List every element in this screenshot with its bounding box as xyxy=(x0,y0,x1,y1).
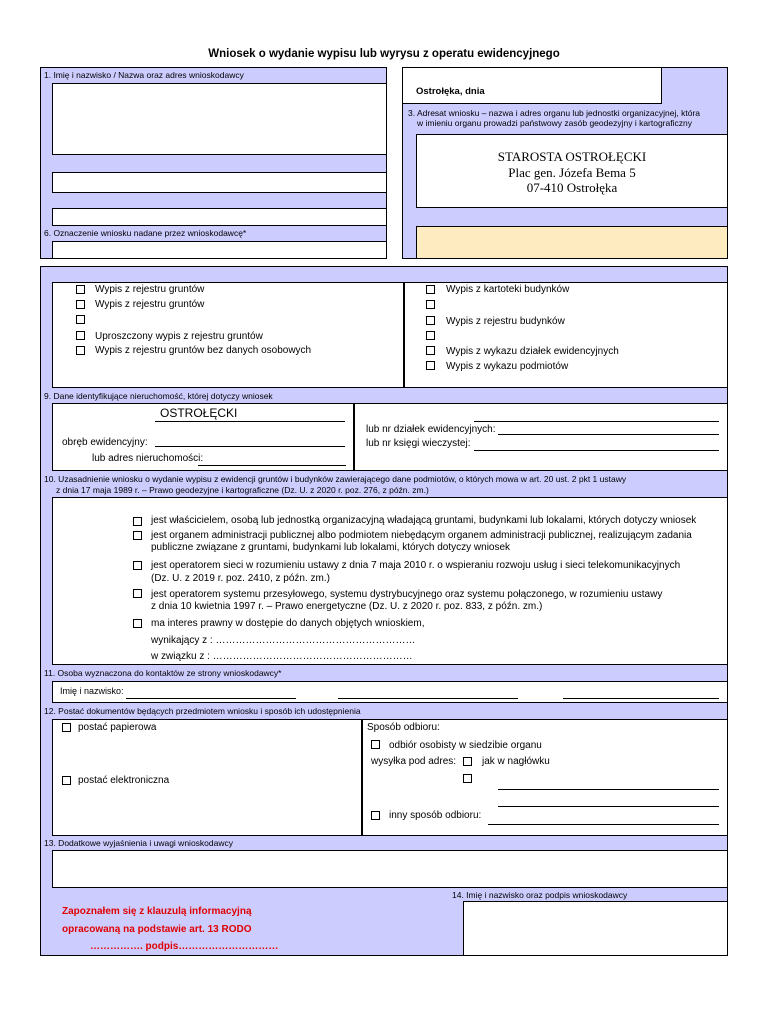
checkbox-reason-5[interactable] xyxy=(133,619,142,628)
dzialki-input[interactable] xyxy=(498,434,719,435)
ksiega-input[interactable] xyxy=(474,450,719,451)
addressee-line-1: STAROSTA OSTROŁĘCKI xyxy=(497,149,647,164)
obreb-input[interactable] xyxy=(155,446,345,447)
other-method-input[interactable] xyxy=(488,824,719,825)
address-line-2[interactable] xyxy=(498,806,719,807)
checkbox-left-5[interactable] xyxy=(76,346,85,355)
checkbox-other-method[interactable] xyxy=(371,811,380,820)
obreb-label: obręb ewidencyjny: xyxy=(62,437,148,448)
checkbox-paper[interactable] xyxy=(62,723,71,732)
applicant-address-field[interactable] xyxy=(52,172,387,193)
section-6-label: 6. Oznaczenie wniosku nadane przez wnioskodawcę* xyxy=(44,228,247,238)
section-13-label: 13. Dodatkowe wyjaśnienia i uwagi wnioskodawcy xyxy=(44,838,233,848)
paper-label: postać papierowa xyxy=(78,722,157,733)
request-mark-field[interactable] xyxy=(52,241,387,259)
addressee-line-2: Plac gen. Józefa Bema 5 xyxy=(508,165,636,180)
reason-2-line-1: jest organem administracji publicznej albo podmiotem niebędącym organem administracji publicznej, realizującym zadania xyxy=(151,530,692,541)
dzialki-input-top[interactable] xyxy=(474,421,719,422)
applicant-name-field[interactable] xyxy=(52,83,387,155)
delivery-label: Sposób odbioru: xyxy=(367,722,440,733)
reason-4-line-2: z dnia 10 kwietnia 1997 r. – Prawo energetyczne (Dz. U. z 2020 r. poz. 833, z późn. zm.) xyxy=(151,601,543,612)
dzialki-label: lub nr działek ewidencyjnych: xyxy=(366,424,496,435)
ksiega-label: lub nr księgi wieczystej: xyxy=(366,438,471,449)
section-11-label: 11. Osoba wyznaczona do kontaktów ze strony wnioskodawcy* xyxy=(44,668,282,678)
other-method-label: inny sposób odbioru: xyxy=(389,810,482,821)
checkbox-reason-3[interactable] xyxy=(133,561,142,570)
checkbox-left-4[interactable] xyxy=(76,331,85,340)
option-right-3: Wypis z rejestru budynków xyxy=(446,316,565,327)
option-left-4: Uproszczony wypis z rejestru gruntów xyxy=(95,331,263,342)
address-line-1[interactable] xyxy=(498,789,719,790)
section-12-label: 12. Postać dokumentów będących przedmiotem wniosku i sposób ich udostępnienia xyxy=(44,706,361,716)
reason-3-line-1: jest operatorem sieci w rozumieniu ustawy z dnia 7 maja 2010 r. o wspieraniu rozwoju usług i sieci telekomunikacyjnych xyxy=(151,560,681,571)
checkbox-right-2[interactable] xyxy=(426,300,435,309)
place-date-label: Ostrołęka, dnia xyxy=(416,86,485,97)
mail-label: wysyłka pod adres: xyxy=(371,756,457,767)
addressee-line-3: 07-410 Ostrołęka xyxy=(526,180,618,195)
section-3-label-2: w imieniu organu prowadzi państwowy zasób geodezyjny i kartograficzny xyxy=(417,118,692,128)
checkbox-right-1[interactable] xyxy=(426,285,435,294)
section-14-label: 14. Imię i nazwisko oraz podpis wnioskodawcy xyxy=(452,890,628,900)
checkbox-left-3[interactable] xyxy=(76,315,85,324)
checkbox-right-3[interactable] xyxy=(426,316,435,325)
remarks-field[interactable] xyxy=(52,850,728,888)
county-underline xyxy=(155,421,345,422)
adres-label: lub adres nieruchomości: xyxy=(92,453,204,464)
option-left-2: Wypis z rejestru gruntów xyxy=(95,299,205,310)
electronic-label: postać elektroniczna xyxy=(78,775,170,786)
property-right xyxy=(354,403,728,471)
checkbox-header-address[interactable] xyxy=(463,757,472,766)
checkbox-reason-1[interactable] xyxy=(133,517,142,526)
checkbox-left-1[interactable] xyxy=(76,285,85,294)
contact-email-input[interactable] xyxy=(563,698,719,699)
signature-field[interactable] xyxy=(463,901,728,956)
applicant-extra-field[interactable] xyxy=(52,208,387,226)
option-right-1: Wypis z kartoteki budynków xyxy=(446,284,570,295)
contact-phone-input[interactable] xyxy=(338,698,518,699)
rodo-line-2: opracowaną na podstawie art. 13 RODO xyxy=(62,924,252,935)
section-11-box xyxy=(52,681,728,703)
county-name: OSTROŁĘCKI xyxy=(160,406,238,420)
reason-3-line-2: (Dz. U. z 2019 r. poz. 2410, z późn. zm.) xyxy=(151,573,330,584)
personal-label: odbiór osobisty w siedzibie organu xyxy=(389,740,542,751)
wynikajacy-field[interactable]: wynikający z : …………………………………………………… xyxy=(151,635,416,646)
rodo-signature-line[interactable]: ……………. podpis………………………… xyxy=(90,941,279,952)
section-10-label-1: 10. Uzasadnienie wniosku o wydanie wypisu z ewidencji gruntów i budynków zawierającego dane podmiotów, o których mowa w art. 20 ust. 2 pkt 1 ustawy xyxy=(44,474,627,484)
checkbox-right-4[interactable] xyxy=(426,331,435,340)
section-9-label: 9. Dane identyfikujące nieruchomość, której dotyczy wniosek xyxy=(44,391,273,401)
section-3-label-1: 3. Adresat wniosku – nazwa i adres organu lub jednostki organizacyjnej, która xyxy=(408,108,701,118)
checkbox-personal[interactable] xyxy=(371,740,380,749)
form-title: Wniosek o wydanie wypisu lub wyrysu z operatu ewidencyjnego xyxy=(208,48,560,60)
option-left-5: Wypis z rejestru gruntów bez danych osobowych xyxy=(95,345,312,356)
contact-name-input[interactable] xyxy=(126,698,296,699)
header-address-label: jak w nagłówku xyxy=(482,756,550,767)
section-1-label: 1. Imię i nazwisko / Nazwa oraz adres wnioskodawcy xyxy=(44,70,244,80)
checkbox-other-address[interactable] xyxy=(463,774,472,783)
adres-input[interactable] xyxy=(198,465,346,466)
checkbox-reason-4[interactable] xyxy=(133,589,142,598)
checkbox-reason-2[interactable] xyxy=(133,531,142,540)
reason-1: jest właścicielem, osobą lub jednostką organizacyjną władającą gruntami, budynkami lub lokalami, których dotyczy wniosek xyxy=(151,515,697,526)
checkbox-left-2[interactable] xyxy=(76,300,85,309)
option-right-5: Wypis z wykazu działek ewidencyjnych xyxy=(446,346,619,357)
reason-2-line-2: publiczne związane z gruntami, budynkami lub lokalami, których dotyczy wniosek xyxy=(151,542,511,553)
contact-name-label: Imię i nazwisko: xyxy=(60,686,124,696)
option-right-6: Wypis z wykazu podmiotów xyxy=(446,361,569,372)
checkbox-right-6[interactable] xyxy=(426,361,435,370)
reason-5: ma interes prawny w dostępie do danych objętych wnioskiem, xyxy=(151,618,425,629)
option-left-1: Wypis z rejestru gruntów xyxy=(95,284,205,295)
checkbox-right-5[interactable] xyxy=(426,346,435,355)
zwiazku-field[interactable]: w związku z : …………………………………………………… xyxy=(151,651,413,662)
rodo-line-1: Zapoznałem się z klauzulą informacyjną xyxy=(62,906,252,917)
reception-stamp-box xyxy=(416,226,728,259)
reason-4-line-1: jest operatorem systemu przesyłowego, systemu dystrybucyjnego oraz systemu połączonego, w rozumieniu ustawy xyxy=(151,589,663,600)
section-10-label-2: z dnia 17 maja 1989 r. – Prawo geodezyjne i kartograficzne (Dz. U. z 2020 r. poz. 276, z późn. zm.) xyxy=(56,485,429,495)
checkbox-electronic[interactable] xyxy=(62,776,71,785)
